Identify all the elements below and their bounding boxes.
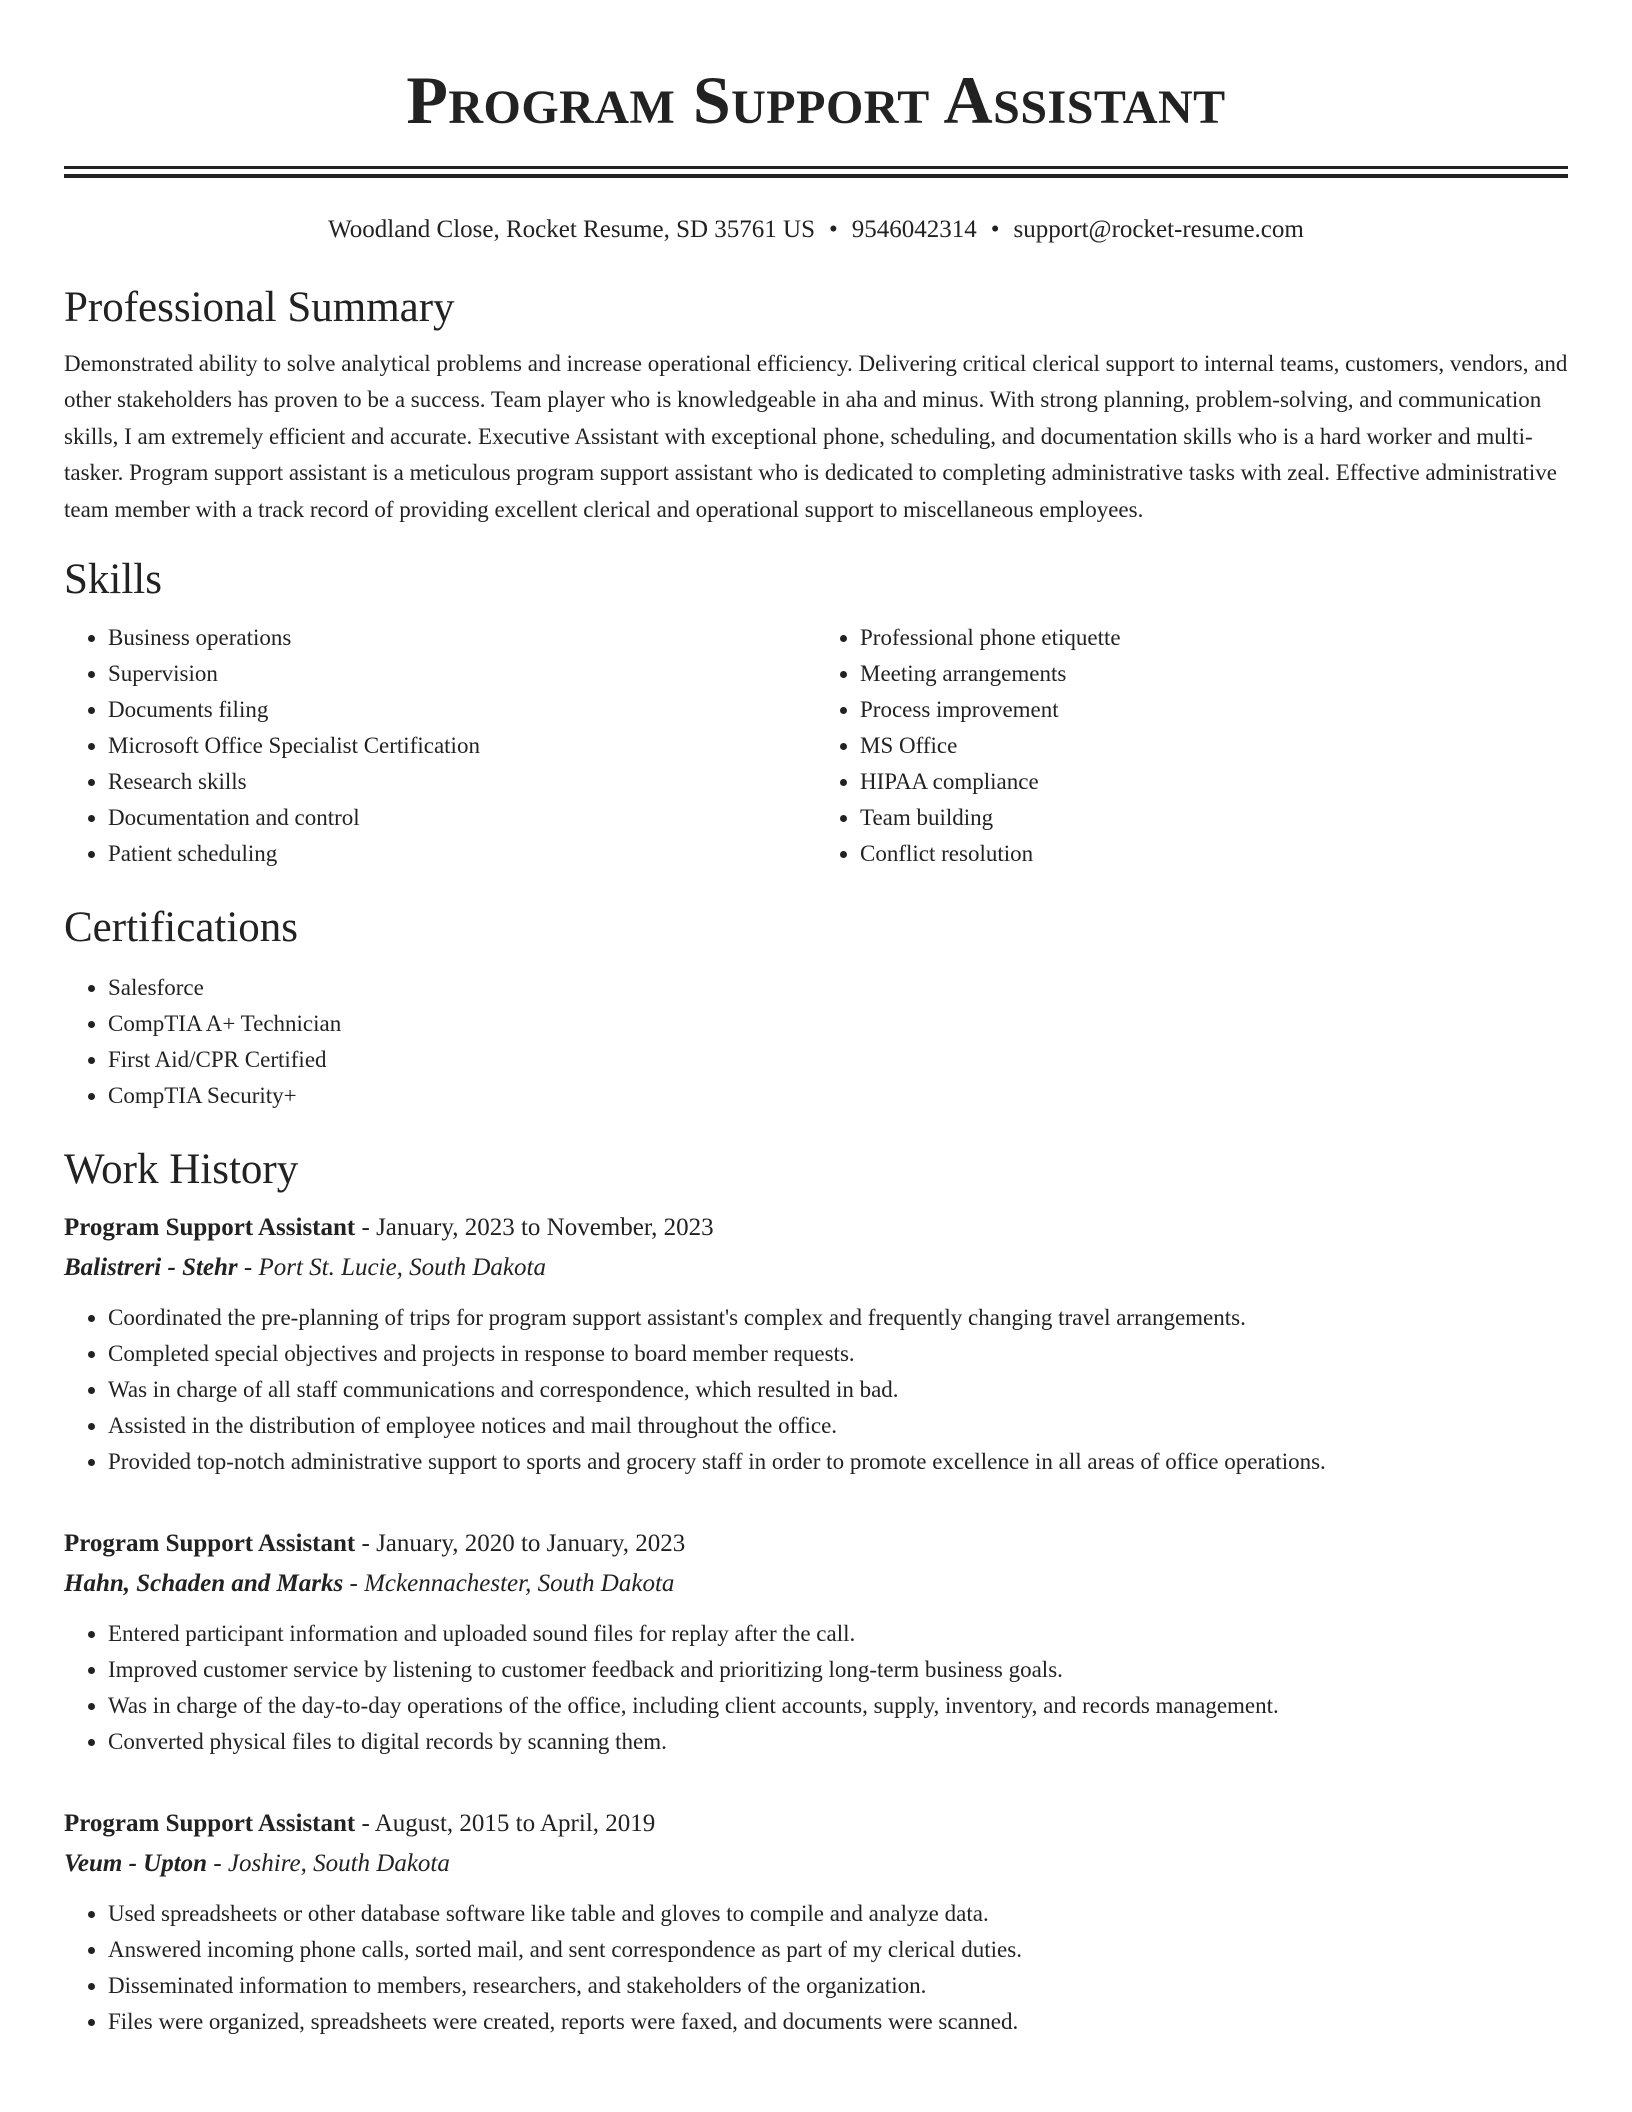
job-location: - Port St. Lucie, South Dakota — [237, 1254, 546, 1282]
skill-item: • Documentation and control — [108, 800, 816, 836]
skill-item: • Documents filing — [108, 692, 816, 728]
job-entry — [64, 1524, 1568, 1760]
section-heading-skills: Skills — [64, 556, 162, 604]
skill-item: • Team building — [860, 800, 1568, 836]
job-company: Veum - Upton — [64, 1850, 208, 1878]
job-bullet: • Was in charge of the day-to-day operations of the office, including client accounts, supply, inventory, and records management. — [108, 1688, 1568, 1724]
skill-item: • Patient scheduling — [108, 836, 816, 872]
job-entry — [64, 1804, 1568, 2040]
job-bullet: • Used spreadsheets or other database software like table and gloves to compile and analyze data. — [108, 1896, 1568, 1932]
job-bullet: • Improved customer service by listening to customer feedback and prioritizing long-term business goals. — [108, 1652, 1568, 1688]
skill-item: • Conflict resolution — [860, 836, 1568, 872]
job-company: Balistreri - Stehr — [64, 1254, 238, 1282]
job-entry — [64, 1208, 1568, 1480]
skill-item: • Business operations — [108, 620, 816, 656]
contact-separator: • — [829, 216, 838, 243]
skill-item: • Supervision — [108, 656, 816, 692]
job-bullet-list — [64, 1896, 1568, 2040]
certification-item: • CompTIA Security+ — [108, 1078, 1568, 1114]
job-bullet: • Files were organized, spreadsheets were created, reports were faxed, and documents were scanned. — [108, 2004, 1568, 2040]
job-bullet: • Disseminated information to members, researchers, and stakeholders of the organization. — [108, 1968, 1568, 2004]
skills-list-left — [64, 620, 816, 872]
skills-list-right — [816, 620, 1568, 872]
job-title-line — [64, 1208, 1568, 1248]
job-bullet: • Converted physical files to digital records by scanning them. — [108, 1724, 1568, 1760]
job-bullet: • Completed special objectives and projects in response to board member requests. — [108, 1336, 1568, 1372]
job-title: Program Support Assistant — [64, 1530, 356, 1558]
job-location: - Joshire, South Dakota — [207, 1850, 450, 1878]
certification-item: • Salesforce — [108, 970, 1568, 1006]
skill-item: • HIPAA compliance — [860, 764, 1568, 800]
summary-text: Demonstrated ability to solve analytical problems and increase operational efficiency. Delivering critical clerical support to internal teams, customers, vendors, and other stakeholders has proven to be a success. Team player who is knowledgeable in aha and minus. With strong planning, problem-solving, and communication skills, I am extremely efficient and accurate. Executive Assistant with exceptional phone, scheduling, and documentation skills who is a hard worker and multi-tasker. Program support assistant is a meticulous program support assistant who is dedicated to completing administrative tasks with zeal. Effective administrative team member with a track record of providing excellent clerical and operational support to miscellaneous employees. — [64, 351, 1568, 522]
skill-item: • MS Office — [860, 728, 1568, 764]
job-bullet: • Was in charge of all staff communications and correspondence, which resulted in bad. — [108, 1372, 1568, 1408]
job-bullet: • Coordinated the pre-planning of trips for program support assistant's complex and frequently changing travel arrangements. — [108, 1300, 1568, 1336]
skill-item: • Research skills — [108, 764, 816, 800]
job-bullet: • Answered incoming phone calls, sorted mail, and sent correspondence as part of my clerical duties. — [108, 1932, 1568, 1968]
certification-item: • CompTIA A+ Technician — [108, 1006, 1568, 1042]
job-dates: - January, 2023 to November, 2023 — [355, 1214, 714, 1242]
job-bullet-list — [64, 1300, 1568, 1480]
skill-item: • Process improvement — [860, 692, 1568, 728]
job-title-line — [64, 1524, 1568, 1564]
skill-item: • Microsoft Office Specialist Certification — [108, 728, 816, 764]
section-heading-certifications: Certifications — [64, 904, 299, 952]
job-location: - Mckennachester, South Dakota — [343, 1570, 675, 1598]
certifications-list — [64, 970, 1568, 1114]
contact-line — [64, 214, 1568, 246]
job-bullet: • Entered participant information and uploaded sound files for replay after the call. — [108, 1616, 1568, 1652]
resume-title: Program Support Assistant — [406, 62, 1226, 138]
job-company-line — [64, 1844, 1568, 1884]
job-bullet: • Provided top-notch administrative support to sports and grocery staff in order to promote excellence in all areas of office operations. — [108, 1444, 1568, 1480]
job-title: Program Support Assistant — [64, 1214, 356, 1242]
skill-item: • Professional phone etiquette — [860, 620, 1568, 656]
job-bullet: • Assisted in the distribution of employee notices and mail throughout the office. — [108, 1408, 1568, 1444]
skill-item: • Meeting arrangements — [860, 656, 1568, 692]
job-company-line — [64, 1564, 1568, 1604]
job-dates: - January, 2020 to January, 2023 — [355, 1530, 686, 1558]
job-bullet-list — [64, 1616, 1568, 1760]
contact-separator: • — [990, 216, 1000, 243]
job-dates: - August, 2015 to April, 2019 — [355, 1810, 656, 1838]
contact-phone: 9546042314 — [851, 216, 977, 243]
contact-email: support@rocket-resume.com — [1013, 216, 1304, 243]
skills-columns — [64, 620, 1568, 872]
section-heading-summary: Professional Summary — [64, 284, 455, 331]
job-title-line — [64, 1804, 1568, 1844]
certification-item: • First Aid/CPR Certified — [108, 1042, 1568, 1078]
section-heading-work-history: Work History — [64, 1146, 299, 1194]
contact-address: Woodland Close, Rocket Resume, SD 35761 US — [328, 216, 816, 243]
job-company: Hahn, Schaden and Marks — [64, 1570, 344, 1598]
job-title: Program Support Assistant — [64, 1810, 356, 1838]
title-double-rule — [64, 166, 1568, 178]
job-company-line — [64, 1248, 1568, 1288]
